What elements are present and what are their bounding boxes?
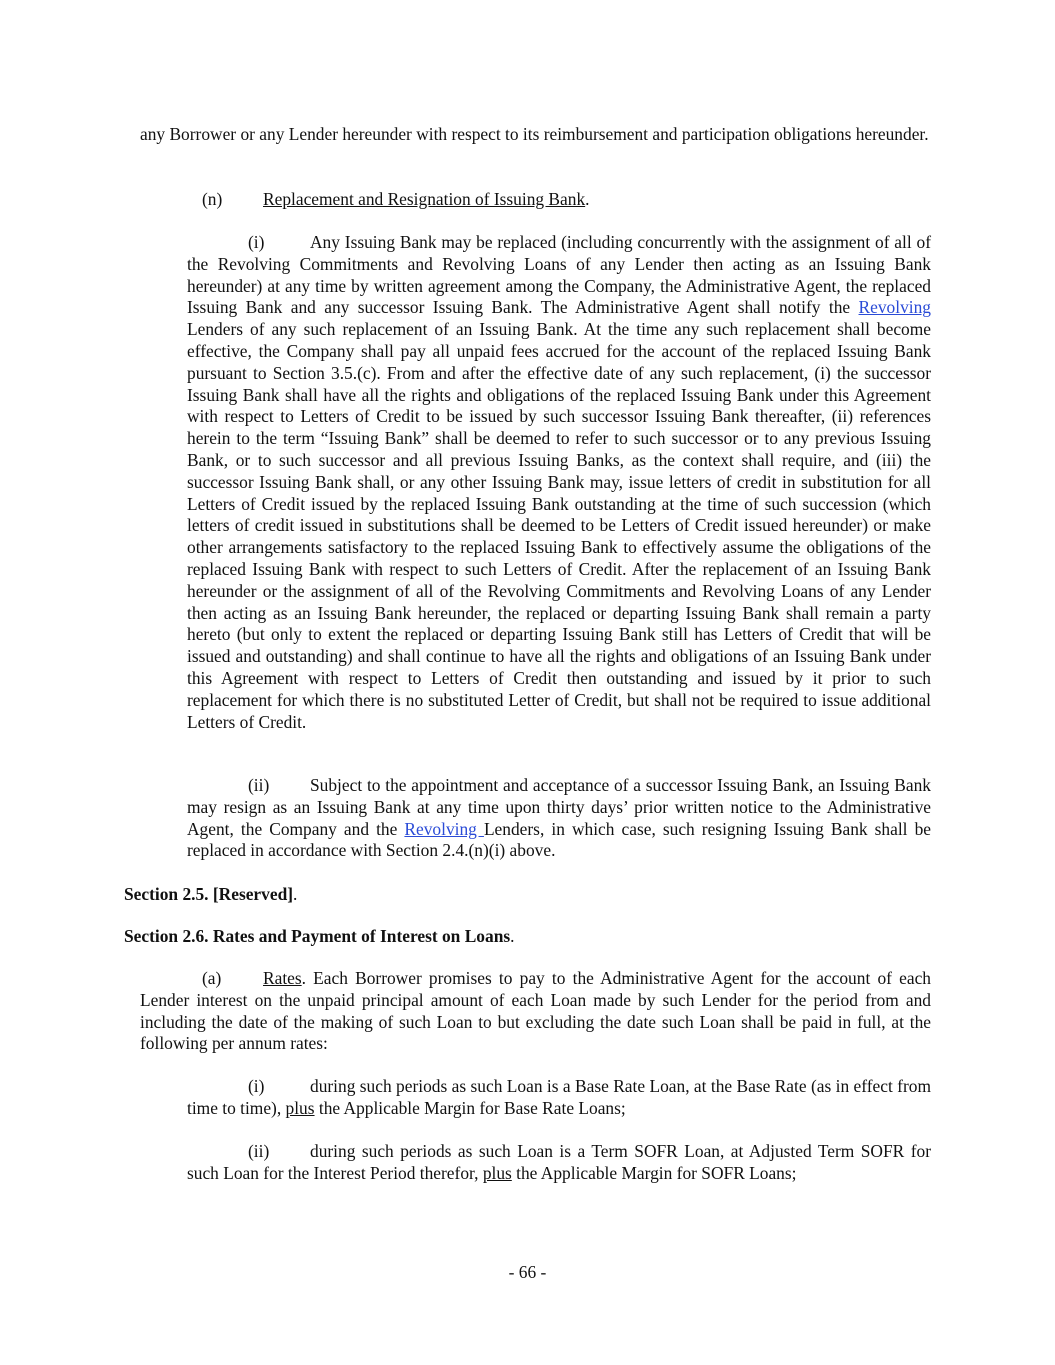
item-a-text: . Each Borrower promises to pay to the Administrative Agent for the account of each Lender interest on the unpaid principal amount of each Loan made by such Lender for the period from and including the date of the making of such Loan to but excluding the date such Loan shall be paid in full, at the following per annum rates:: [140, 968, 931, 1054]
section-2-5-title: Section 2.5. [Reserved]: [124, 884, 294, 904]
item-a-ii-text-part1: during such periods as such Loan is a Term SOFR Loan, at Adjusted Term SOFR for such Loan for the Interest Period therefor,: [187, 1141, 931, 1183]
item-n-i-label: (i): [248, 232, 265, 252]
item-a-title: Rates: [263, 968, 302, 988]
item-n-i-paragraph: [187, 232, 931, 733]
item-a-i-paragraph: [187, 1076, 931, 1120]
revolving-link-2[interactable]: Revolving: [404, 818, 484, 839]
item-n-heading: [140, 189, 931, 211]
item-n-ii-text-part1: Subject to the appointment and acceptance of a successor Issuing Bank, an Issuing Bank may resign as an Issuing Bank at any time upon thirty days’ prior written notice to the Administrative Agent, the Company and the: [187, 775, 931, 839]
section-2-6-heading: [124, 926, 515, 948]
item-a-ii-paragraph: [187, 1141, 931, 1185]
item-a-paragraph: [140, 968, 931, 1055]
item-a-label: (a): [202, 968, 222, 988]
item-n-ii-label: (ii): [248, 775, 270, 795]
item-a-i-text-part2: the Applicable Margin for Base Rate Loans;: [314, 1097, 626, 1118]
revolving-link-1[interactable]: Revolving: [858, 297, 931, 318]
section-2-6-title: Section 2.6. Rates and Payment of Interest on Loans: [124, 926, 511, 946]
item-n-i-text-part2: Lenders of any such replacement of an Issuing Bank. At the time any such replacement shall become effective, the Company shall pay all unpaid fees accrued for the account of the replaced Issuing Bank pursuant to Section 3.5.(c). From and after the effective date of any such replacement, (i) the successor Issuing Bank shall have all the rights and obligations of the replaced Issuing Bank under this Agreement with respect to Letters of Credit to be issued by such successor Issuing Bank thereafter, (ii) references herein to the term “Issuing Bank” shall be deemed to refer to such successor or to any previous Issuing Bank, or to such successor and all previous Issuing Banks, as the context shall require, and (iii) the successor Issuing Bank shall, or any other Issuing Bank may, issue letters of credit in substitution for all Letters of Credit issued by the replaced Issuing Bank outstanding at the time of such succession (which letters of credit issued in substitutions shall be deemed to be Letters of Credit issued hereunder) or make other arrangements satisfactory to the replaced Issuing Bank to effectively assume the obligations of the replaced Issuing Bank with respect to such Letters of Credit. After the replacement of an Issuing Bank hereunder or the assignment of all of the Revolving Commitments and Revolving Loans of any Lender then acting as an Issuing Bank hereunder, the replaced or departing Issuing Bank shall remain a party hereto (but only to extent the replaced or departing Issuing Bank still has Letters of Credit that will be issued and outstanding) and shall continue to have all the rights and obligations of an Issuing Bank under this Agreement with respect to Letters of Credit then outstanding and issued by it prior to such replacement for which there is no substituted Letter of Credit, but shall not be required to issue additional Letters of Credit.: [187, 319, 931, 732]
item-a-i-text-part1: during such periods as such Loan is a Base Rate Loan, at the Base Rate (as in effect from time to time),: [187, 1076, 931, 1118]
continuation-text: any Borrower or any Lender hereunder with respect to its reimbursement and participation obligations hereunder.: [140, 124, 929, 144]
section-2-6-suffix: .: [510, 926, 515, 946]
item-n-ii-text-part2: Lenders, in which case, such resigning Issuing Bank shall be replaced in accordance with Section 2.4.(n)(i) above.: [187, 818, 931, 861]
item-n-title: Replacement and Resignation of Issuing Bank: [263, 189, 586, 209]
item-a-ii-label: (ii): [248, 1141, 270, 1161]
item-a-ii-plus: plus: [482, 1162, 512, 1183]
section-2-5-heading: [124, 884, 297, 906]
item-a-ii-text-part2: the Applicable Margin for SOFR Loans;: [511, 1162, 797, 1183]
section-2-5-suffix: .: [293, 884, 298, 904]
continuation-paragraph: [140, 124, 931, 146]
item-n-label: (n): [202, 189, 223, 209]
item-n-ii-paragraph: [187, 775, 931, 862]
item-n-title-suffix: .: [585, 189, 590, 209]
item-a-i-label: (i): [248, 1076, 265, 1096]
item-a-i-plus: plus: [285, 1097, 315, 1118]
item-n-i-text-part1: Any Issuing Bank may be replaced (including concurrently with the assignment of all of the Revolving Commitments and Revolving Loans of any Lender then acting as an Issuing Bank hereunder) at any time by written agreement among the Company, the Administrative Agent, the replaced Issuing Bank and any successor Issuing Bank. The Administrative Agent shall notify the: [187, 232, 931, 318]
page-number: - 66 -: [508, 1262, 547, 1282]
